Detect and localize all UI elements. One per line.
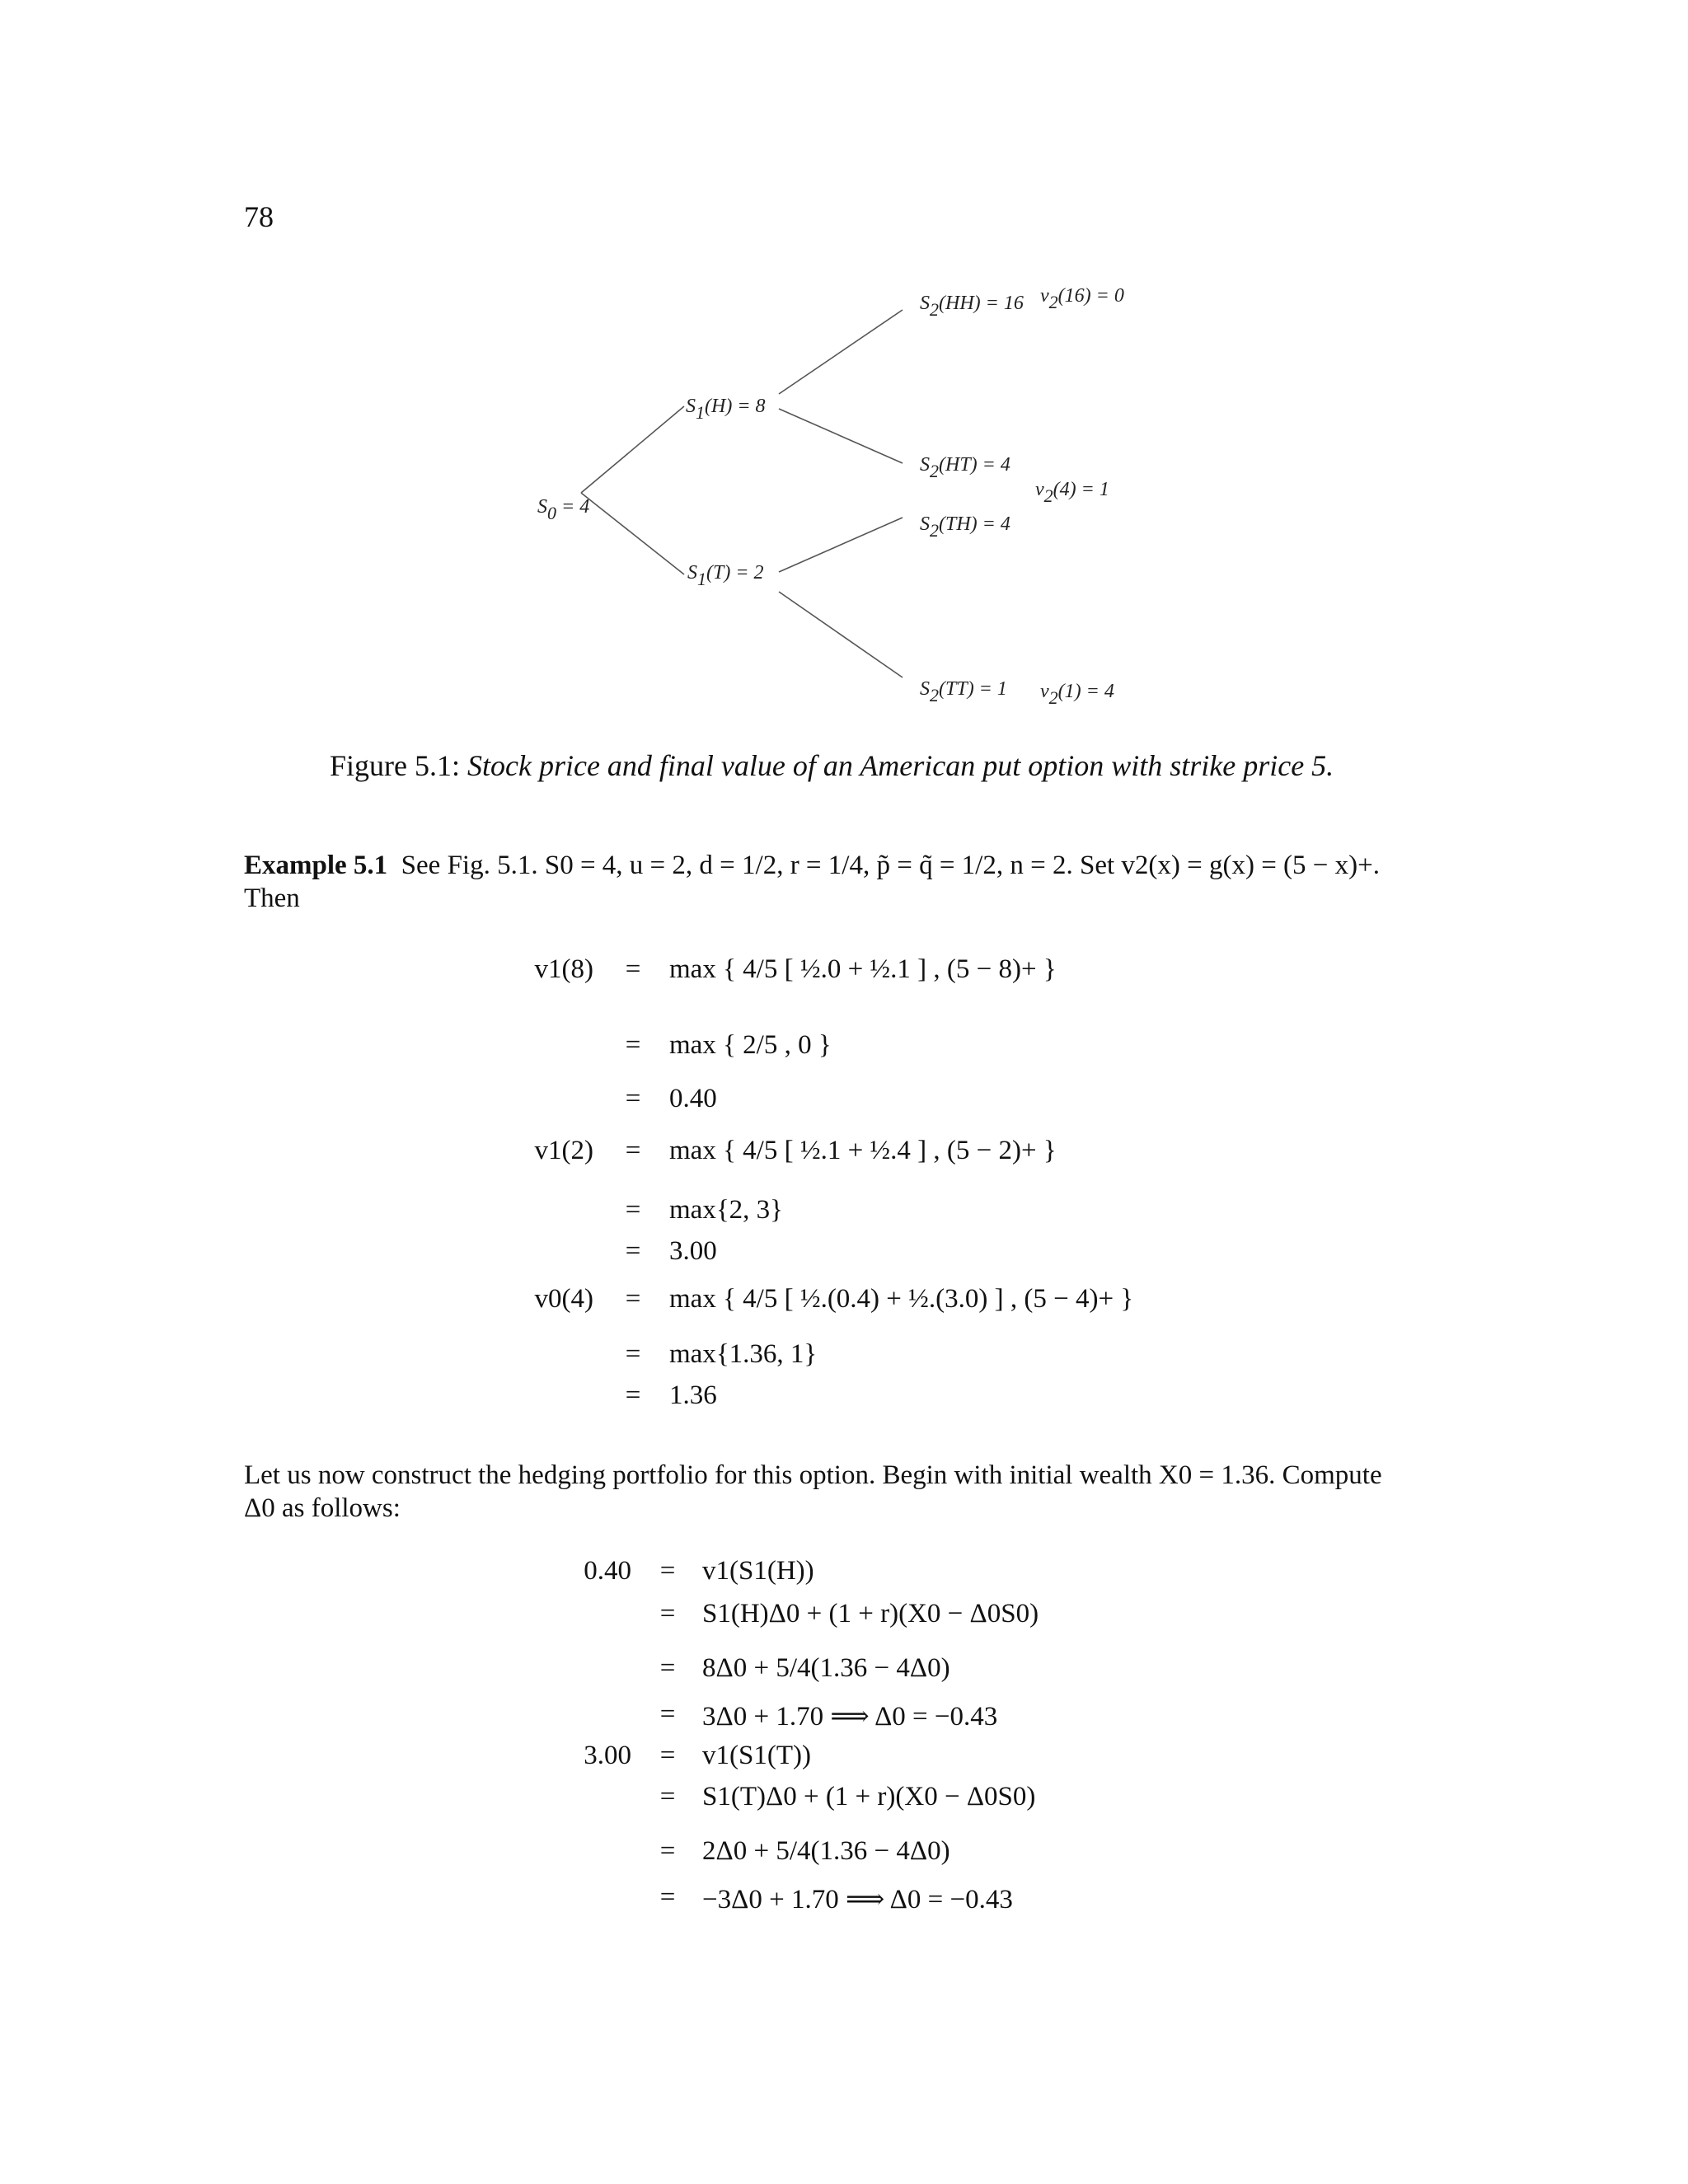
eq1-row-7: max { 4/5 [ ½.(0.4) + ½.(3.0) ] , (5 − 4)+ } (669, 1284, 1134, 1314)
eq2-row-8: −3Δ0 + 1.70 ⟹ Δ0 = −0.43 (702, 1885, 1013, 1915)
eq1-row-9: 1.36 (669, 1380, 717, 1410)
eq1-row-4: max { 4/5 [ ½.1 + ½.4 ] , (5 − 2)+ } (669, 1136, 1057, 1165)
eq1-row-6: 3.00 (669, 1236, 717, 1266)
eq2-lhs-300: 3.00 (584, 1741, 631, 1770)
value-v1: v2(1) = 4 (1040, 681, 1114, 708)
example-label: Example 5.1 (244, 851, 388, 880)
eq1-row-5: max{2, 3} (669, 1195, 783, 1225)
caption-label: Figure 5.1: (330, 749, 460, 782)
tree-edges (581, 310, 903, 677)
edge-s1h-s2ht (779, 409, 903, 463)
node-s2hh: S2(HH) = 16 (920, 293, 1024, 320)
eq2-row-7: 2Δ0 + 5/4(1.36 − 4Δ0) (702, 1836, 950, 1866)
value-v16: v2(16) = 0 (1040, 285, 1124, 312)
node-s0: S0 = 4 (537, 496, 590, 523)
paragraph-line-2: Δ0 as follows: (244, 1493, 401, 1523)
eq2-row-5: v1(S1(T)) (702, 1741, 811, 1770)
node-s1t: S1(T) = 2 (687, 562, 764, 589)
eq2-row-2: S1(H)Δ0 + (1 + r)(X0 − Δ0S0) (702, 1599, 1039, 1629)
caption-text: Stock price and final value of an American put option with strike price 5. (467, 749, 1334, 782)
edge-s1h-s2hh (779, 310, 903, 394)
eq1-row-1: max { 4/5 [ ½.0 + ½.1 ] , (5 − 8)+ } (669, 954, 1057, 984)
node-s2th: S2(TH) = 4 (920, 513, 1010, 541)
node-s1h: S1(H) = 8 (686, 396, 766, 423)
binomial-tree-figure (0, 0, 1688, 742)
eq2-row-6: S1(T)Δ0 + (1 + r)(X0 − Δ0S0) (702, 1782, 1036, 1811)
eq1-lhs-v1-8: v1(8) (534, 954, 593, 984)
eq1-row-3: 0.40 (669, 1084, 717, 1113)
eq1-lhs-v0-4: v0(4) (534, 1284, 593, 1314)
eq2-row-3: 8Δ0 + 5/4(1.36 − 4Δ0) (702, 1653, 950, 1683)
eq2-row-4: 3Δ0 + 1.70 ⟹ Δ0 = −0.43 (702, 1702, 998, 1732)
eq2-lhs-040: 0.40 (584, 1556, 631, 1586)
eq1-row-8: max{1.36, 1} (669, 1339, 818, 1369)
edge-s0-s1t (581, 493, 684, 574)
example-text: See Fig. 5.1. S0 = 4, u = 2, d = 1/2, r = 1/4, p̃ = q̃ = 1/2, n = 2. Set v2(x) = g(x) = (5 − x)+. (401, 851, 1381, 880)
edge-s1t-s2tt (779, 592, 903, 677)
edge-s0-s1h (581, 406, 684, 493)
tree-labels (537, 285, 1124, 708)
figure-caption (330, 748, 1334, 783)
paragraph-line-1: Let us now construct the hedging portfolio for this option. Begin with initial wealth X0 = 1.36. Compute (244, 1460, 1382, 1490)
eq2-row-1: v1(S1(H)) (702, 1556, 814, 1586)
eq1-row-2: max { 2/5 , 0 } (669, 1030, 832, 1060)
example-statement (244, 849, 1447, 915)
page-number: 78 (244, 200, 274, 233)
example-then: Then (244, 883, 300, 913)
value-v4: v2(4) = 1 (1035, 479, 1109, 506)
edge-s1t-s2th (779, 518, 903, 572)
node-s2tt: S2(TT) = 1 (920, 678, 1007, 705)
node-s2ht: S2(HT) = 4 (920, 454, 1010, 481)
eq1-lhs-v1-2: v1(2) (534, 1136, 593, 1165)
hedging-paragraph (244, 1459, 1447, 1525)
